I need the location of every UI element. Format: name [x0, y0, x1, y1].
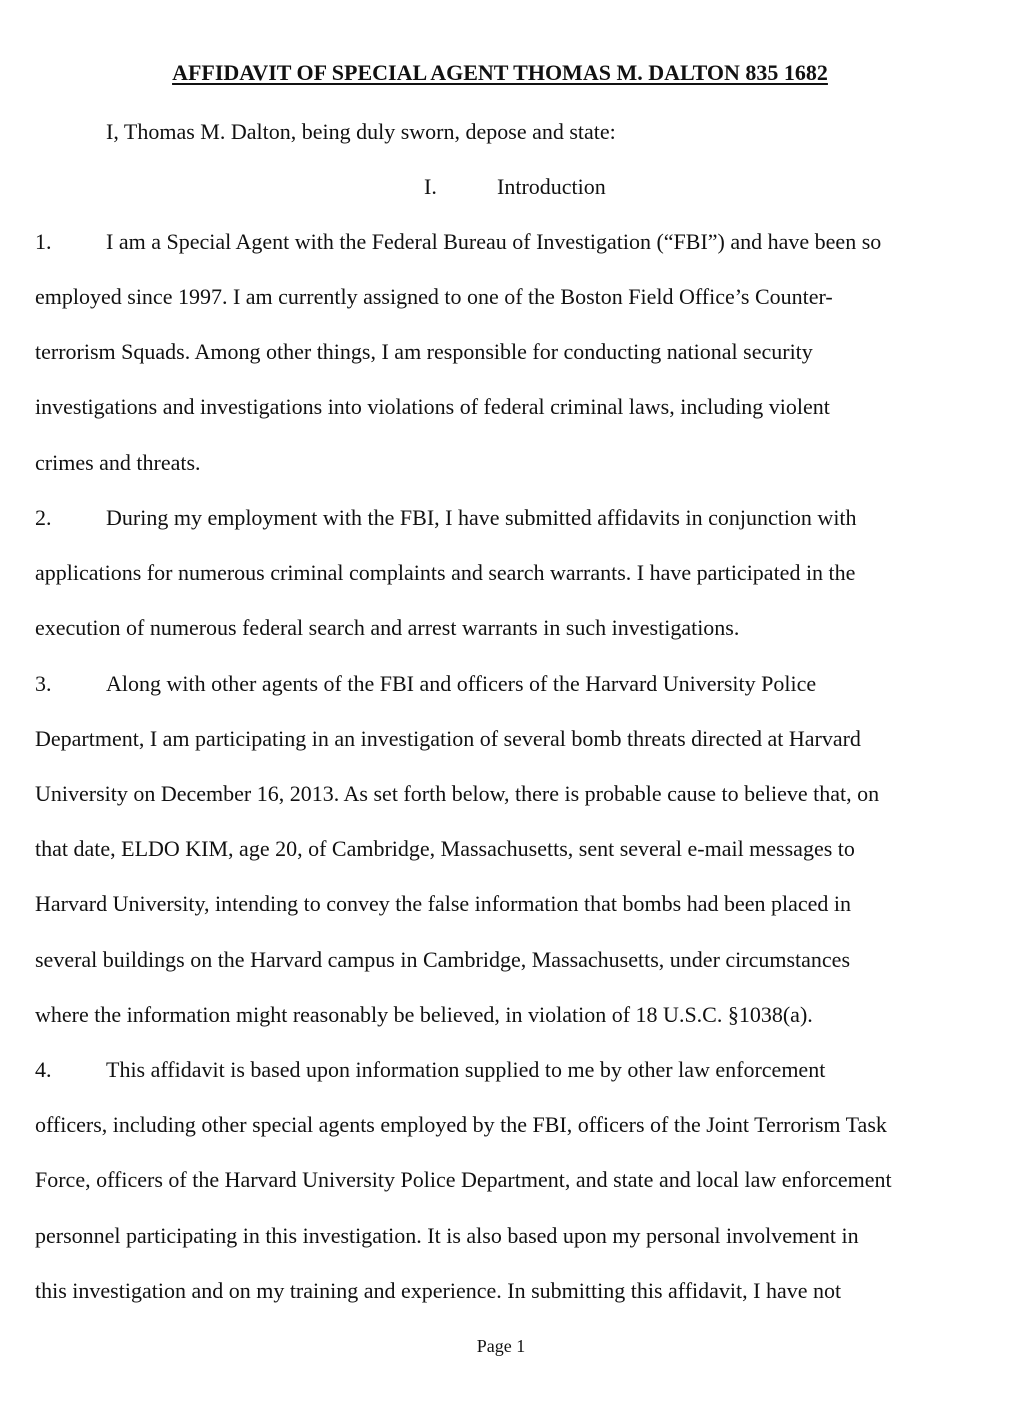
paragraph-line: officers, including other special agents employed by the FBI, officers of the Joint Terrorism Task [35, 1112, 887, 1137]
paragraph-line: I am a Special Agent with the Federal Bureau of Investigation (“FBI”) and have been so [106, 229, 882, 254]
paragraph-number: 2. [35, 505, 52, 530]
document-title: AFFIDAVIT OF SPECIAL AGENT THOMAS M. DALTON 835 1682 [172, 60, 828, 85]
paragraph-line: Along with other agents of the FBI and officers of the Harvard University Police [106, 671, 817, 696]
paragraph-line: several buildings on the Harvard campus in Cambridge, Massachusetts, under circumstances [35, 947, 850, 972]
paragraph-line: Force, officers of the Harvard University Police Department, and state and local law enforcement [35, 1167, 892, 1192]
paragraph-line: During my employment with the FBI, I have submitted affidavits in conjunction with [106, 505, 857, 530]
paragraph-line: University on December 16, 2013. As set forth below, there is probable cause to believe that, on [35, 781, 880, 806]
paragraph-number: 1. [35, 229, 52, 254]
section-number: I. [424, 174, 437, 199]
page-number: Page 1 [476, 1336, 526, 1356]
paragraph-line: Department, I am participating in an investigation of several bomb threats directed at Harvard [35, 726, 861, 751]
paragraph-line: personnel participating in this investigation. It is also based upon my personal involvement in [35, 1223, 859, 1248]
paragraph-line: terrorism Squads. Among other things, I am responsible for conducting national security [35, 339, 813, 364]
paragraph-line: applications for numerous criminal complaints and search warrants. I have participated in the [35, 560, 856, 585]
paragraph-line: employed since 1997. I am currently assigned to one of the Boston Field Office’s Counter- [35, 284, 833, 309]
paragraph-line: this investigation and on my training and experience. In submitting this affidavit, I have not [35, 1278, 842, 1303]
paragraph-line: execution of numerous federal search and arrest warrants in such investigations. [35, 615, 740, 640]
paragraph-line: where the information might reasonably be believed, in violation of 18 U.S.C. §1038(a). [35, 1002, 813, 1027]
paragraph-number: 4. [35, 1057, 52, 1082]
paragraph-line: investigations and investigations into violations of federal criminal laws, including violent [35, 394, 830, 419]
section-title: Introduction [497, 174, 606, 199]
paragraph-line: Harvard University, intending to convey the false information that bombs had been placed in [35, 891, 852, 916]
paragraph-line: that date, ELDO KIM, age 20, of Cambridge, Massachusetts, sent several e-mail messages to [35, 836, 855, 861]
opening-statement: I, Thomas M. Dalton, being duly sworn, depose and state: [106, 119, 616, 144]
paragraph-line: crimes and threats. [35, 450, 201, 475]
paragraph-line: This affidavit is based upon information supplied to me by other law enforcement [106, 1057, 826, 1082]
paragraph-number: 3. [35, 671, 52, 696]
